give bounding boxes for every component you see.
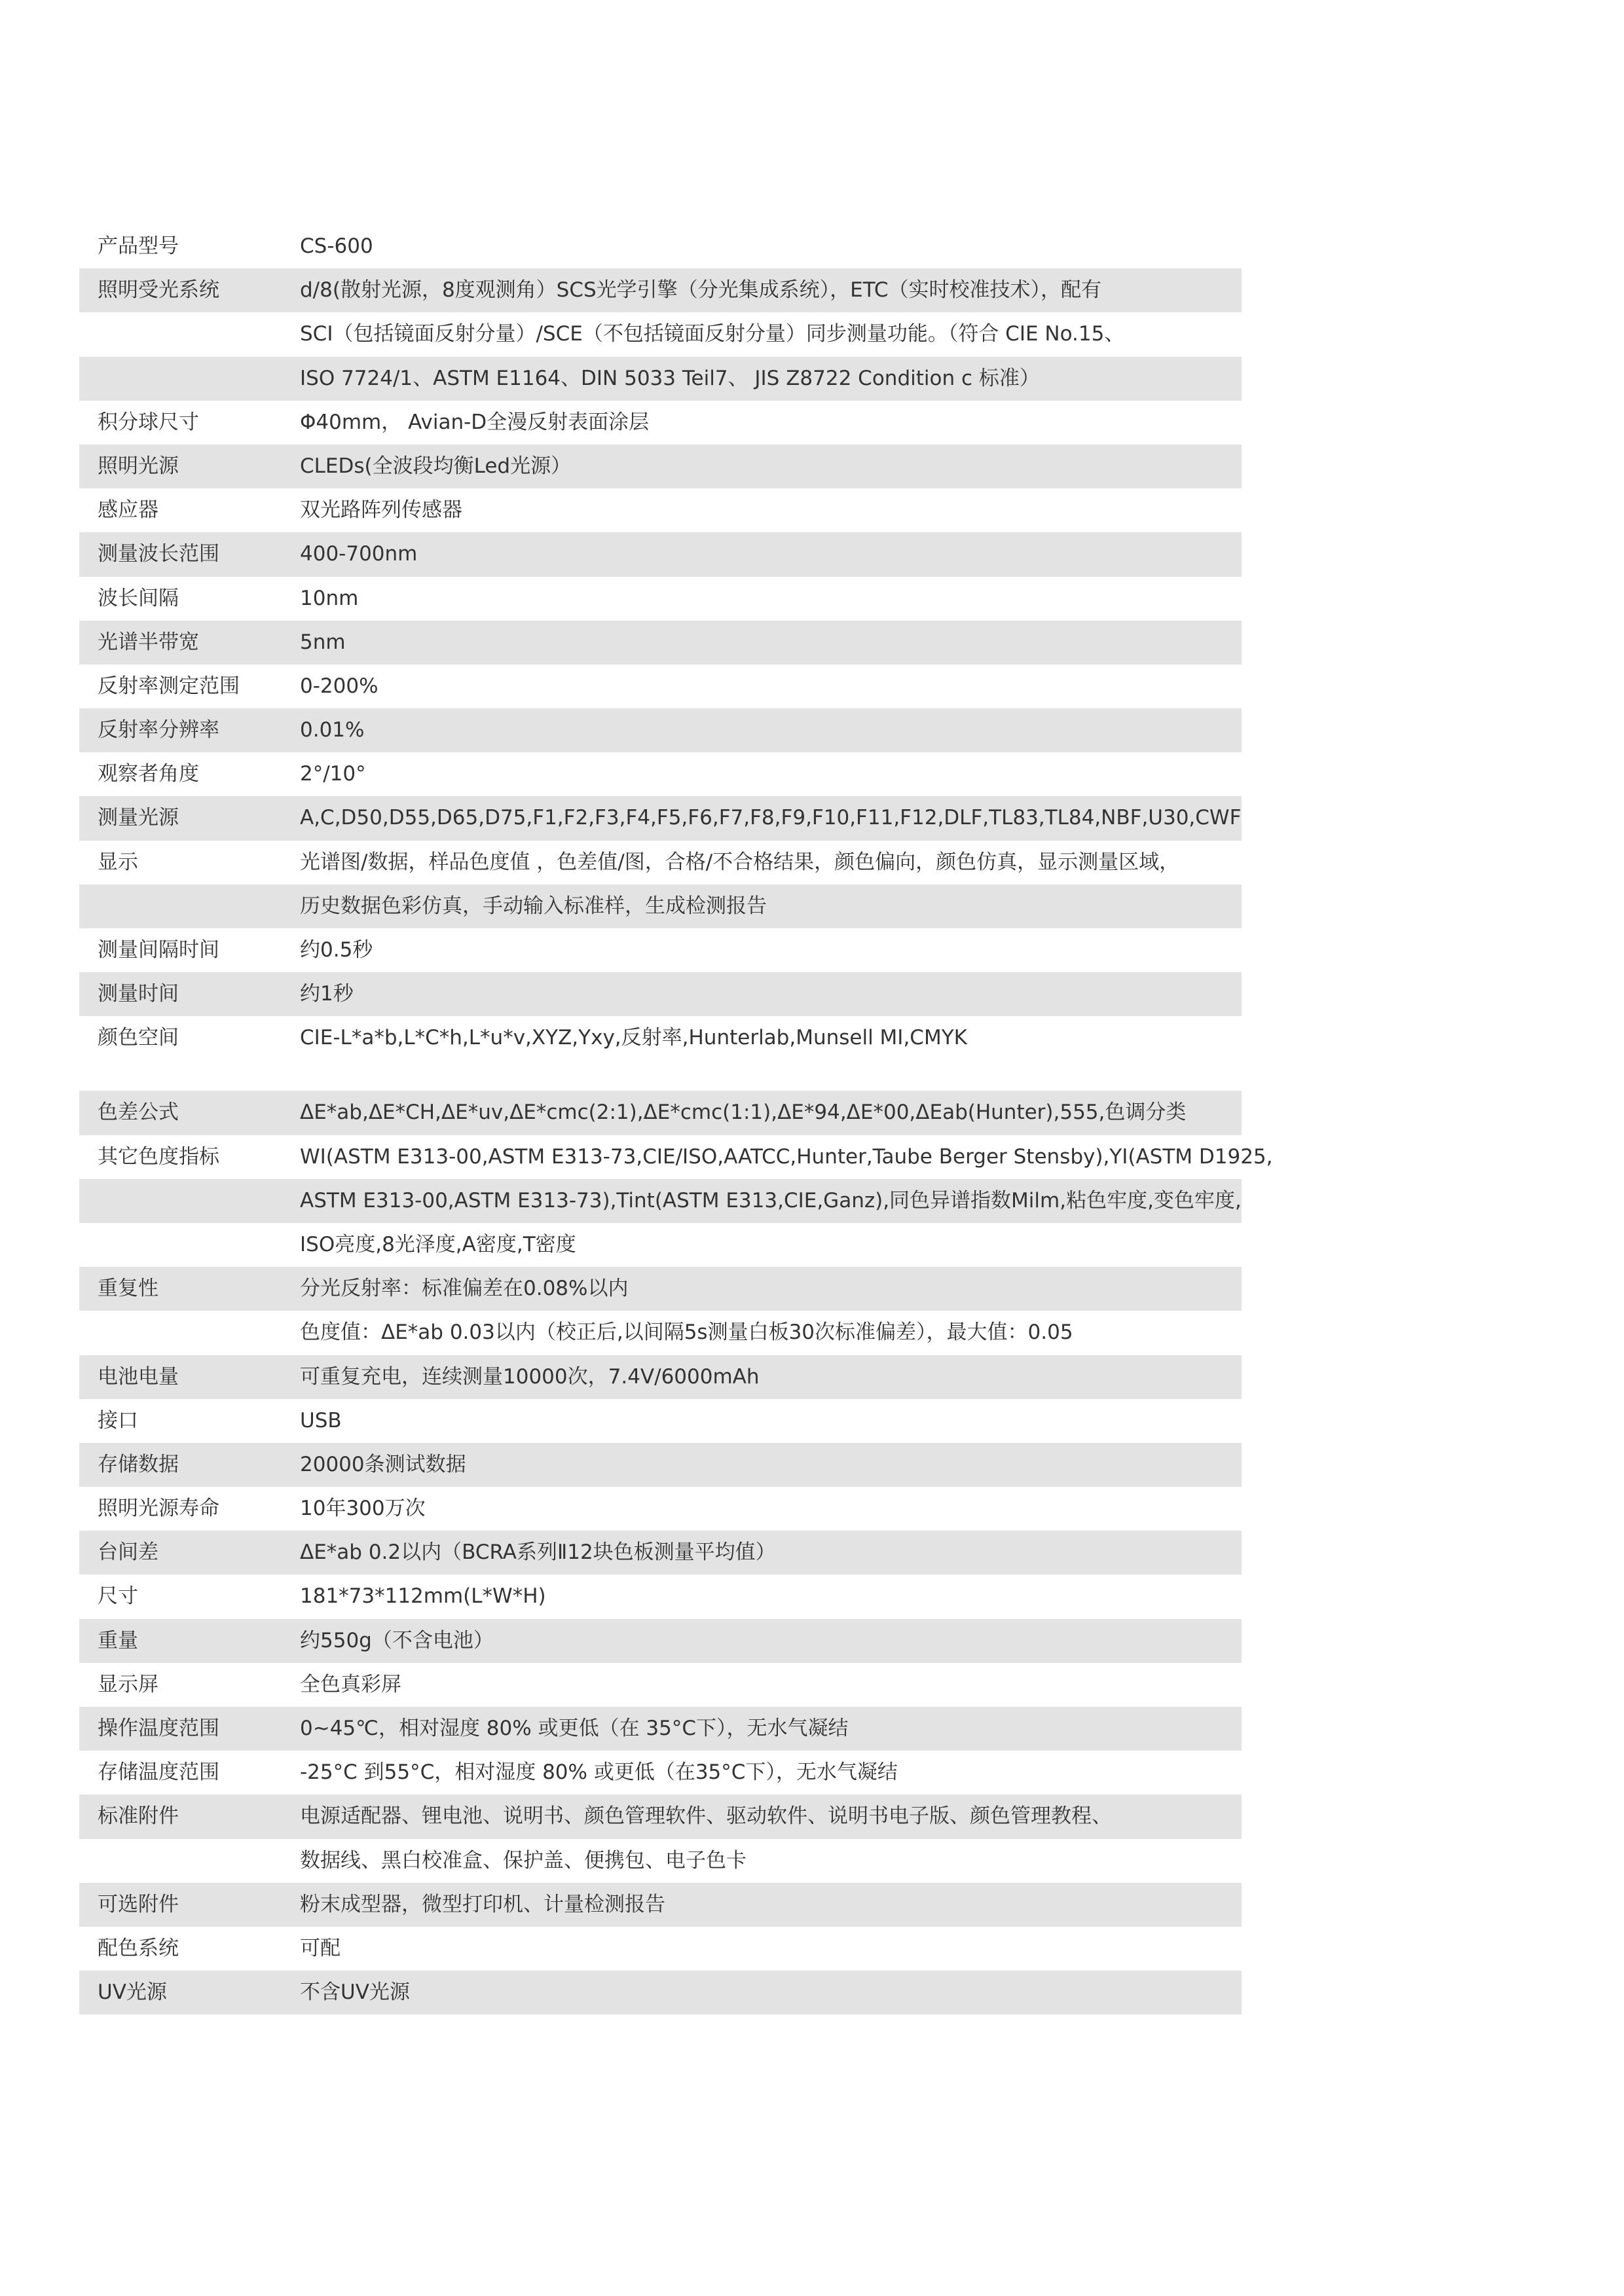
spec-row bbox=[79, 972, 1242, 1016]
spec-row bbox=[79, 1663, 1242, 1707]
spec-value: CS-600 bbox=[300, 234, 373, 258]
spec-label: 其它色度指标 bbox=[98, 1144, 219, 1169]
spec-value: Φ40mm， Avian-D全漫反射表面涂层 bbox=[300, 410, 650, 434]
spec-value: ΔE*ab,ΔE*CH,ΔE*uv,ΔE*cmc(2:1),ΔE*cmc(1:1),ΔE*94,ΔE*00,ΔEab(Hunter),555,色调分类 bbox=[300, 1101, 1187, 1125]
spec-row bbox=[79, 401, 1242, 445]
spec-value: 光谱图/数据，样品色度值 ，色差值/图，合格/不合格结果，颜色偏向，颜色仿真，显示测量区域， bbox=[300, 850, 1180, 874]
spec-label: 测量时间 bbox=[98, 982, 179, 1006]
spec-label: 可选附件 bbox=[98, 1892, 179, 1916]
spec-row bbox=[79, 621, 1242, 665]
spec-row bbox=[79, 1883, 1242, 1927]
spec-label: UV光源 bbox=[98, 1980, 167, 2005]
spec-row bbox=[79, 884, 1242, 928]
spec-value: 电源适配器、锂电池、说明书、颜色管理软件、驱动软件、说明书电子版、颜色管理教程、 bbox=[300, 1804, 1112, 1829]
spec-row bbox=[79, 796, 1242, 840]
spec-row bbox=[79, 1707, 1242, 1751]
spec-value: 5nm bbox=[300, 630, 346, 654]
spec-row bbox=[79, 1091, 1242, 1135]
spec-value: USB bbox=[300, 1408, 342, 1432]
spec-label: 观察者角度 bbox=[98, 762, 199, 786]
spec-row bbox=[79, 1267, 1242, 1311]
spec-row bbox=[79, 1399, 1242, 1443]
spec-value: 10年300万次 bbox=[300, 1497, 426, 1521]
spec-label: 测量间隔时间 bbox=[98, 938, 219, 962]
spec-label: 产品型号 bbox=[98, 234, 179, 258]
spec-value: -25°C 到55°C，相对湿度 80% 或更低（在35°C下），无水气凝结 bbox=[300, 1760, 898, 1785]
spec-label: 显示 bbox=[98, 850, 138, 874]
spec-value: WI(ASTM E313-00,ASTM E313-73,CIE/ISO,AATCC,Hunter,Taube Berger Stensby),YI(ASTM D1925, bbox=[300, 1144, 1273, 1169]
spec-row bbox=[79, 1795, 1242, 1838]
spec-value: 0-200% bbox=[300, 674, 378, 698]
spec-row bbox=[79, 1531, 1242, 1575]
spec-label: 尺寸 bbox=[98, 1584, 138, 1609]
spec-label: 重量 bbox=[98, 1628, 138, 1652]
spec-value: CIE-L*a*b,L*C*h,L*u*v,XYZ,Yxy,反射率,Hunterlab,Munsell MI,CMYK bbox=[300, 1026, 967, 1050]
spec-label: 标准附件 bbox=[98, 1804, 179, 1829]
spec-label: 照明光源 bbox=[98, 454, 179, 478]
spec-value: 历史数据色彩仿真，手动输入标准样，生成检测报告 bbox=[300, 894, 767, 918]
spec-value: 0~45℃，相对湿度 80% 或更低（在 35°C下），无水气凝结 bbox=[300, 1717, 849, 1740]
spec-value: 10nm bbox=[300, 586, 359, 610]
spec-row bbox=[79, 1487, 1242, 1531]
spec-label: 操作温度范围 bbox=[98, 1717, 219, 1740]
spec-value: 约1秒 bbox=[300, 982, 354, 1006]
spec-row bbox=[79, 1575, 1242, 1618]
spec-label: 台间差 bbox=[98, 1540, 158, 1565]
spec-label: 光谱半带宽 bbox=[98, 630, 199, 654]
spec-row bbox=[79, 1355, 1242, 1399]
spec-label: 存储温度范围 bbox=[98, 1760, 219, 1785]
spec-row bbox=[79, 532, 1242, 576]
spec-value: 全色真彩屏 bbox=[300, 1672, 401, 1696]
spec-value: 181*73*112mm(L*W*H) bbox=[300, 1584, 546, 1609]
spec-label: 积分球尺寸 bbox=[98, 410, 199, 434]
spec-value: 可配 bbox=[300, 1936, 341, 1960]
spec-label: 测量波长范围 bbox=[98, 542, 219, 566]
spec-row bbox=[79, 928, 1242, 972]
spec-label: 存储数据 bbox=[98, 1452, 179, 1476]
spec-label: 颜色空间 bbox=[98, 1026, 179, 1050]
spec-row bbox=[79, 1839, 1242, 1883]
spec-value: 约550g（不含电池） bbox=[300, 1628, 494, 1652]
spec-row bbox=[79, 312, 1242, 356]
spec-row bbox=[79, 357, 1242, 401]
spec-value: d/8(散射光源，8度观测角）SCS光学引擎（分光集成系统），ETC（实时校准技术），配有 bbox=[300, 278, 1102, 302]
spec-row bbox=[79, 1971, 1242, 2014]
spec-row bbox=[79, 1223, 1242, 1267]
spec-label: 反射率分辨率 bbox=[98, 718, 219, 742]
spec-row bbox=[79, 1179, 1242, 1223]
spec-row bbox=[79, 1016, 1242, 1091]
spec-value: ASTM E313-00,ASTM E313-73),Tint(ASTM E313,CIE,Ganz),同色异谱指数Milm,粘色牢度,变色牢度, bbox=[300, 1188, 1242, 1212]
spec-label: 配色系统 bbox=[98, 1936, 179, 1960]
spec-label: 色差公式 bbox=[98, 1101, 179, 1125]
spec-value: 约0.5秒 bbox=[300, 938, 373, 962]
spec-label: 照明光源寿命 bbox=[98, 1497, 219, 1521]
spec-value: 可重复充电，连续测量10000次，7.4V/6000mAh bbox=[300, 1364, 760, 1389]
spec-row bbox=[79, 665, 1242, 708]
spec-row bbox=[79, 268, 1242, 312]
spec-row bbox=[79, 1751, 1242, 1795]
spec-value: 数据线、黑白校准盒、保护盖、便携包、电子色卡 bbox=[300, 1848, 747, 1872]
spec-value: ISO亮度,8光泽度,A密度,T密度 bbox=[300, 1232, 576, 1256]
spec-label: 显示屏 bbox=[98, 1672, 158, 1696]
spec-label: 照明受光系统 bbox=[98, 278, 219, 302]
spec-value: 色度值：ΔE*ab 0.03以内（校正后,以间隔5s测量白板30次标准偏差），最大值：0.05 bbox=[300, 1321, 1073, 1345]
spec-value: 粉末成型器，微型打印机、计量检测报告 bbox=[300, 1892, 665, 1916]
spec-row bbox=[79, 1443, 1242, 1487]
spec-value: 2°/10° bbox=[300, 762, 366, 786]
spec-label: 波长间隔 bbox=[98, 586, 179, 610]
spec-label: 感应器 bbox=[98, 498, 158, 522]
spec-value: 20000条测试数据 bbox=[300, 1452, 466, 1476]
spec-table bbox=[79, 225, 1273, 2014]
spec-value: 400-700nm bbox=[300, 542, 418, 566]
spec-value: 双光路阵列传感器 bbox=[300, 498, 462, 522]
spec-value: ISO 7724/1、ASTM E1164、DIN 5033 Teil7、 JIS Z8722 Condition c 标准） bbox=[300, 366, 1040, 390]
spec-label: 测量光源 bbox=[98, 806, 179, 830]
spec-row bbox=[79, 1135, 1273, 1179]
spec-row bbox=[79, 841, 1242, 884]
spec-row bbox=[79, 445, 1242, 488]
spec-label: 重复性 bbox=[98, 1277, 158, 1301]
spec-value: 分光反射率：标准偏差在0.08%以内 bbox=[300, 1277, 629, 1301]
spec-row bbox=[79, 1619, 1242, 1663]
spec-value: 0.01% bbox=[300, 718, 365, 742]
spec-value: A,C,D50,D55,D65,D75,F1,F2,F3,F4,F5,F6,F7,F8,F9,F10,F11,F12,DLF,TL83,TL84,NBF,U30,CWF bbox=[300, 806, 1242, 830]
spec-label: 反射率测定范围 bbox=[98, 674, 240, 698]
spec-row bbox=[79, 1927, 1242, 1971]
spec-value: SCI（包括镜面反射分量）/SCE（不包括镜面反射分量）同步测量功能。（符合 CIE No.15、 bbox=[300, 322, 1125, 346]
spec-value: ΔE*ab 0.2以内（BCRA系列Ⅱ12块色板测量平均值） bbox=[300, 1540, 776, 1565]
spec-value: CLEDs(全波段均衡Led光源） bbox=[300, 454, 572, 478]
spec-row bbox=[79, 577, 1242, 621]
spec-label: 电池电量 bbox=[98, 1364, 179, 1389]
spec-row bbox=[79, 708, 1242, 752]
spec-value: 不含UV光源 bbox=[300, 1980, 410, 2005]
spec-row bbox=[79, 1311, 1242, 1355]
spec-row bbox=[79, 752, 1242, 796]
spec-label: 接口 bbox=[98, 1408, 138, 1432]
spec-row bbox=[79, 225, 1242, 268]
spec-row bbox=[79, 488, 1242, 532]
